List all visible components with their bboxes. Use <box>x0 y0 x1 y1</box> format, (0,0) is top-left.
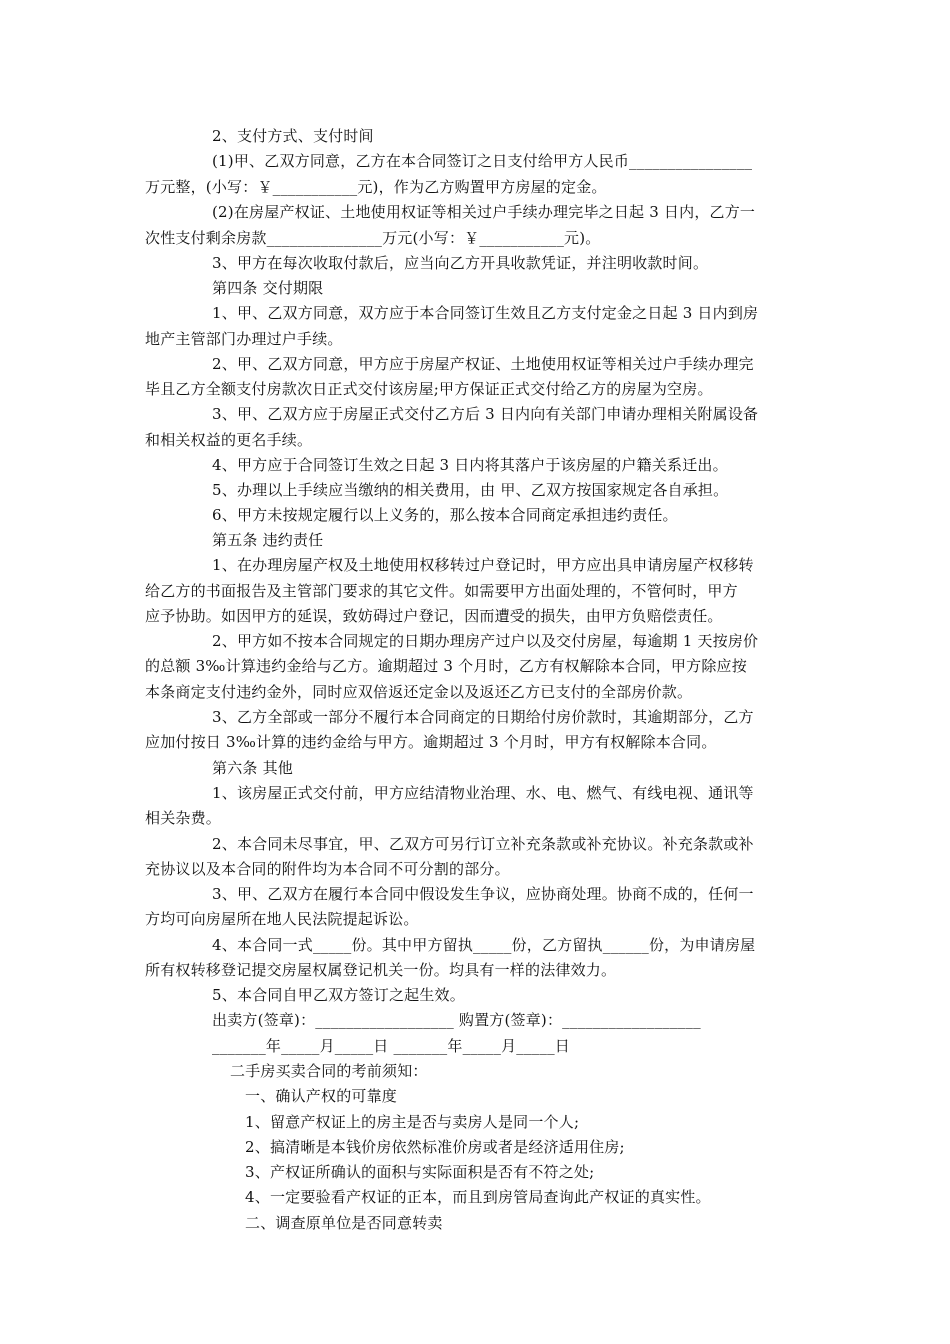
paragraph-line: 应加付按日 3‰计算的违约金给与甲方。逾期超过 3 个月时，甲方有权解除本合同。 <box>145 733 717 751</box>
paragraph-line: 4、本合同一式_____份。其中甲方留执_____份，乙方留执______份，为申请房屋 <box>212 936 756 954</box>
paragraph-line: 3、甲方在每次收取付款后，应当向乙方开具收款凭证，并注明收款时间。 <box>212 254 709 272</box>
paragraph-line: 6、甲方未按规定履行以上义务的，那么按本合同商定承担违约责任。 <box>212 506 678 524</box>
article-heading-5: 第五条 违约责任 <box>212 531 324 549</box>
paragraph-line: 2、本合同未尽事宜，甲、乙双方可另行订立补充条款或补充协议。补充条款或补 <box>212 835 754 853</box>
notes-item: 1、留意产权证上的房主是否与卖房人是同一个人; <box>245 1113 580 1131</box>
signature-line: 出卖方(签章)：__________________ 购置方(签章)：__________________ <box>212 1011 701 1029</box>
paragraph-line: 5、办理以上手续应当缴纳的相关费用，由 甲、乙双方按国家规定各自承担。 <box>212 481 729 499</box>
paragraph-line: 2、甲方如不按本合同规定的日期办理房产过户以及交付房屋，每逾期 1 天按房价 <box>212 632 759 650</box>
notes-section-heading: 一、确认产权的可靠度 <box>245 1087 398 1105</box>
paragraph-line: 次性支付剩余房款_______________万元(小写：￥___________元)。 <box>145 229 601 247</box>
paragraph-line: 本条商定支付违约金外，同时应双倍返还定金以及返还乙方已支付的全部房价款。 <box>145 683 693 701</box>
notes-item: 4、一定要验看产权证的正本，而且到房管局查询此产权证的真实性。 <box>245 1188 711 1206</box>
date-line: _______年_____月_____日 _______年_____月_____日 <box>212 1037 570 1055</box>
paragraph-line: 应予协助。如因甲方的延误，致妨碍过户登记，因而遭受的损失，由甲方负赔偿责任。 <box>145 607 723 625</box>
paragraph-line: 2、甲、乙双方同意，甲方应于房屋产权证、土地使用权证等相关过户手续办理完 <box>212 355 754 373</box>
article-heading-6: 第六条 其他 <box>212 759 293 777</box>
paragraph-line: 4、甲方应于合同签订生效之日起 3 日内将其落户于该房屋的户籍关系迁出。 <box>212 456 728 474</box>
paragraph-line: 1、在办理房屋产权及土地使用权移转过户登记时，甲方应出具申请房屋产权移转 <box>212 556 754 574</box>
paragraph-line: 方均可向房屋所在地人民法院提起诉讼。 <box>145 910 419 928</box>
paragraph-line: 3、甲、乙双方在履行本合同中假设发生争议，应协商处理。协商不成的，任何一 <box>212 885 754 903</box>
clause-heading-payment: 2、支付方式、支付时间 <box>212 127 374 145</box>
paragraph-line: 地产主管部门办理过户手续。 <box>145 330 343 348</box>
paragraph-line: 的总额 3‰计算违约金给与乙方。逾期超过 3 个月时，乙方有权解除本合同，甲方除应按 <box>145 657 747 675</box>
notes-item: 3、产权证所确认的面积与实际面积是否有不符之处; <box>245 1163 595 1181</box>
paragraph-line: 给乙方的书面报告及主管部门要求的其它文件。如需要甲方出面处理的，不管何时，甲方 <box>145 582 738 600</box>
notes-section-heading: 二、调查原单位是否同意转卖 <box>245 1214 443 1232</box>
notes-heading: 二手房买卖合同的考前须知： <box>230 1062 428 1080</box>
paragraph-line: 所有权转移登记提交房屋权属登记机关一份。均具有一样的法律效力。 <box>145 961 617 979</box>
notes-item: 2、搞清晰是本钱价房依然标准价房或者是经济适用住房; <box>245 1138 625 1156</box>
paragraph-line: 5、本合同自甲乙双方签订之起生效。 <box>212 986 465 1004</box>
paragraph-line: 万元整，(小写：￥___________元)，作为乙方购置甲方房屋的定金。 <box>145 178 607 196</box>
paragraph-line: 充协议以及本合同的附件均为本合同不可分割的部分。 <box>145 860 510 878</box>
paragraph-line: 3、乙方全部或一部分不履行本合同商定的日期给付房价款时，其逾期部分，乙方 <box>212 708 754 726</box>
paragraph-line: 和相关权益的更名手续。 <box>145 431 313 449</box>
paragraph-line: 1、甲、乙双方同意，双方应于本合同签订生效且乙方支付定金之日起 3 日内到房 <box>212 304 759 322</box>
paragraph-line: 1、该房屋正式交付前，甲方应结清物业治理、水、电、燃气、有线电视、通讯等 <box>212 784 754 802</box>
paragraph-line: 毕且乙方全额支付房款次日正式交付该房屋;甲方保证正式交付给乙方的房屋为空房。 <box>145 380 713 398</box>
paragraph-line: 相关杂费。 <box>145 809 222 827</box>
paragraph-line: (1)甲、乙双方同意，乙方在本合同签订之日支付给甲方人民币________________ <box>212 152 753 170</box>
article-heading-4: 第四条 交付期限 <box>212 279 324 297</box>
paragraph-line: (2)在房屋产权证、土地使用权证等相关过户手续办理完毕之日起 3 日内，乙方一 <box>212 203 756 221</box>
paragraph-line: 3、甲、乙双方应于房屋正式交付乙方后 3 日内向有关部门申请办理相关附属设备 <box>212 405 759 423</box>
